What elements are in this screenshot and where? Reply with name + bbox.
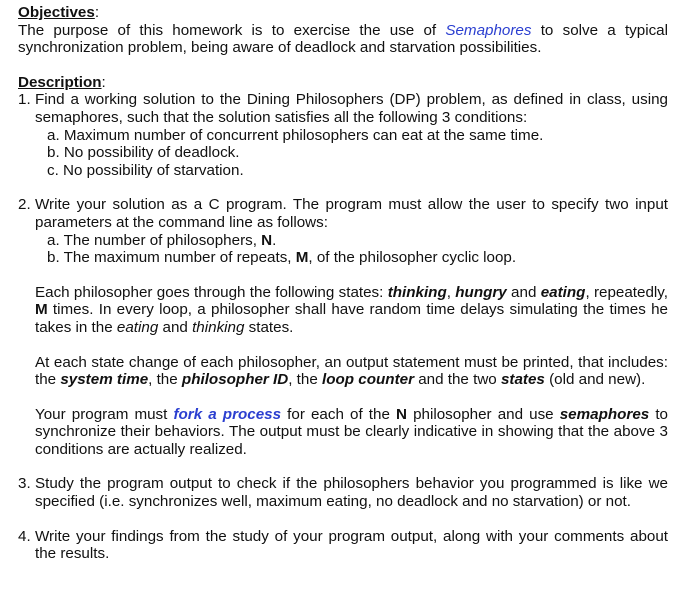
- objectives-colon: :: [94, 4, 100, 21]
- list-item-2: [18, 196, 668, 231]
- description-heading-line: [18, 74, 668, 92]
- state-eating: eating: [540, 283, 586, 301]
- output-paragraph: At each state change of each philosopher, an output statement must be printed, that includes: the system time, the philosopher ID, the loop counter and the two states (old and new).: [35, 353, 668, 389]
- semaphores-term: Semaphores: [445, 21, 532, 39]
- item-4-text: Write your findings from the study of your program output, along with your comments about the results.: [35, 527, 668, 563]
- objectives-heading: Objectives: [18, 4, 95, 21]
- item-1-number: 1.: [18, 91, 31, 109]
- state-hungry: hungry: [455, 283, 507, 301]
- list-item-1: [18, 91, 668, 126]
- item-2-sub-a: a. The number of philosophers, N.: [47, 231, 277, 249]
- fork-process-term: fork a process: [173, 405, 282, 423]
- item-2-text: Write your solution as a C program. The program must allow the user to specify two input parameters at the command line as follows:: [35, 196, 668, 231]
- objectives-text: [18, 22, 668, 57]
- homework-document: [18, 4, 668, 563]
- fork-paragraph: Your program must fork a process for each of the N philosopher and use semaphores to synchronize their behaviors. The output must be clearly indicative in showing that the above 3 conditions are actually realized.: [35, 405, 668, 458]
- states-paragraph: Each philosopher goes through the following states: thinking, hungry and eating, repeatedly, M times. In every loop, a philosopher shall have random time delays simulating the times he takes in the eating and thinking states.: [35, 283, 668, 336]
- item-4-number: 4.: [18, 527, 31, 545]
- item-2-number: 2.: [18, 196, 31, 214]
- n-param: N: [261, 231, 273, 249]
- item-3-text: Study the program output to check if the philosophers behavior you programmed is like we specified (i.e. synchronizes well, maximum eating, no deadlock and no starvation) or not.: [35, 475, 668, 511]
- item-1-text: Find a working solution to the Dining Philosophers (DP) problem, as defined in class, using semaphores, such that the solution satisfies all the following 3 conditions:: [35, 91, 668, 126]
- description-colon: :: [101, 73, 106, 91]
- item-3-number: 3.: [18, 475, 31, 493]
- m-param: M: [295, 249, 309, 267]
- item-1-sub-a: a. Maximum number of concurrent philosophers can eat at the same time.: [47, 126, 544, 144]
- item-2-sub-b: b. The maximum number of repeats, M, of the philosopher cyclic loop.: [47, 249, 517, 267]
- objectives-heading-line: [18, 4, 668, 22]
- list-item-4: [18, 528, 668, 563]
- states-term: states: [500, 371, 545, 389]
- item-1-sub-c: c. No possibility of starvation.: [47, 161, 244, 179]
- philosopher-id-term: philosopher ID: [181, 371, 289, 389]
- objectives-text-before: The purpose of this homework is to exercise the use of: [18, 21, 446, 39]
- state-thinking: thinking: [387, 283, 447, 301]
- item-1-sub-b: b. No possibility of deadlock.: [47, 144, 240, 162]
- list-item-3: [18, 475, 668, 510]
- loop-counter-term: loop counter: [322, 371, 414, 389]
- description-heading: Description: [18, 73, 102, 91]
- objectives-text-after: to solve a typical synchronization problem, being aware of deadlock and starvation possibilities.: [18, 21, 669, 57]
- semaphores-bold-term: semaphores: [559, 405, 650, 423]
- system-time-term: system time: [60, 371, 149, 389]
